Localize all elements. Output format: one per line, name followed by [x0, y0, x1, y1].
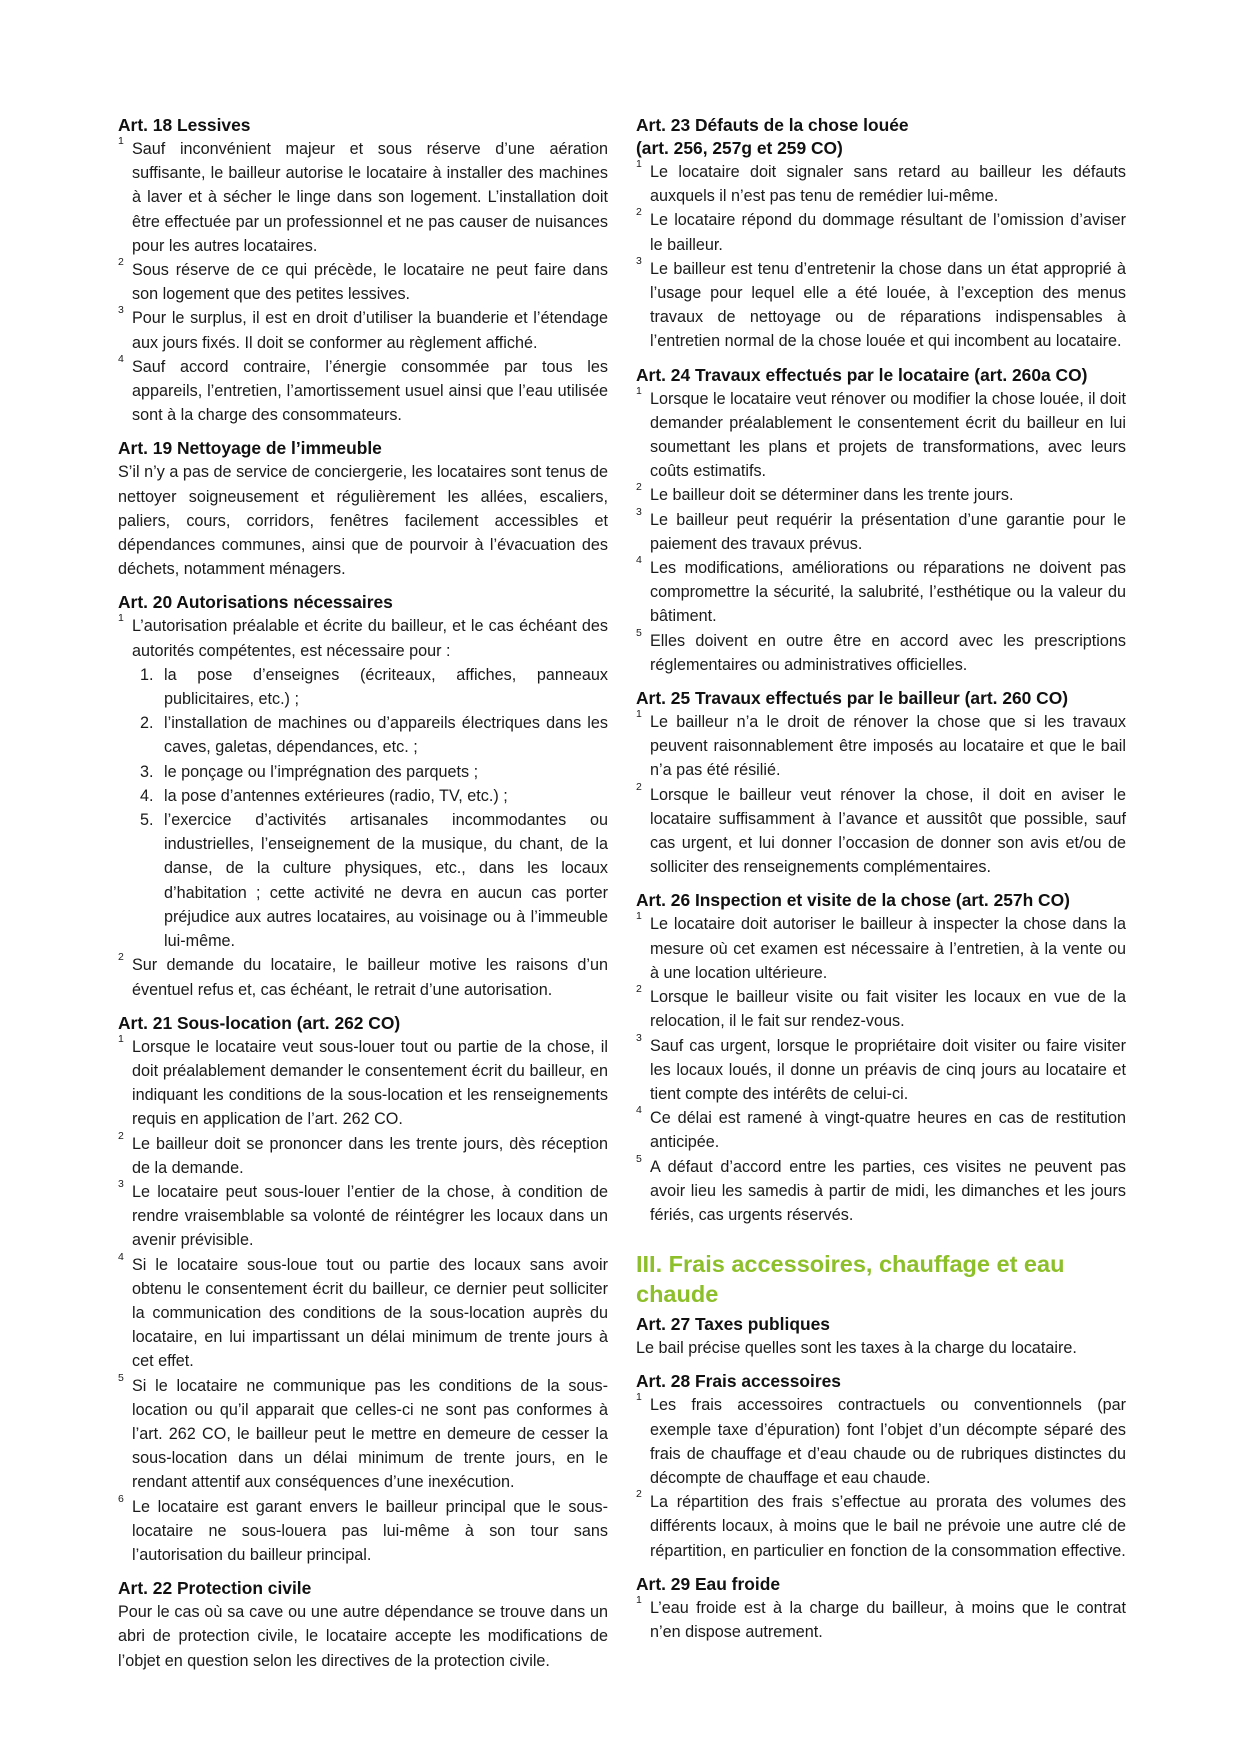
paragraph-text: Le locataire doit autoriser le bailleur à inspecter la chose dans la mesure où cet examen est nécessaire à l’entretien, à la vente ou à une location ultérieure.: [650, 915, 1126, 982]
list-item-number: 3.: [140, 762, 154, 781]
paragraph-text: Le locataire doit signaler sans retard au bailleur les défauts auxquels il n’est pas tenu de remédier lui-même.: [650, 163, 1126, 206]
paragraph-number: 5: [636, 1152, 642, 1165]
paragraph: [118, 1492, 608, 1568]
paragraph-text: Sauf cas urgent, lorsque le propriétaire doit visiter ou faire visiter les locaux loués, il donne un préavis de cinq jours au locataire et tient compte des intérêts de celui-ci.: [650, 1036, 1126, 1103]
paragraph-number: 3: [118, 1177, 124, 1190]
paragraph: [636, 985, 1126, 1033]
paragraph-number: 1: [636, 708, 642, 721]
paragraph-number: 2: [636, 780, 642, 793]
article-title: Art. 25 Travaux effectués par le bailleur (art. 260 CO): [636, 688, 1069, 709]
authorization-list: [118, 663, 608, 953]
paragraph-text: Les frais accessoires contractuels ou conventionnels (par exemple taxe d’épuration) font l’objet d’un décompte séparé des frais de chauffage et d’eau chaude ou de rubriques distinctes du décompte de chauffage et eau chaude.: [650, 1396, 1126, 1487]
list-item: [140, 784, 608, 808]
paragraph: [118, 1032, 608, 1132]
paragraph-text: Le bailleur peut requérir la présentation d’une garantie pour le paiement des travaux prévus.: [650, 510, 1126, 553]
list-item: [140, 711, 608, 759]
paragraph: [636, 208, 1126, 256]
left-column: [118, 114, 608, 1683]
paragraph-text: Le locataire peut sous-louer l’entier de la chose, à condition de rendre vraisemblable sa volonté de réintégrer les locaux dans un avenir prévisible.: [132, 1182, 608, 1250]
paragraph-number: 1: [118, 1032, 124, 1045]
article-title: Art. 20 Autorisations nécessaires: [118, 592, 393, 613]
paragraph: [636, 912, 1126, 985]
paragraph-text: Lorsque le bailleur visite ou fait visiter les locaux en vue de la relocation, il le fait sur rendez-vous.: [650, 988, 1126, 1031]
paragraph-text: Le bailleur doit se prononcer dans les trente jours, dès réception de la demande.: [132, 1134, 608, 1177]
paragraph: [636, 556, 1126, 629]
paragraph: [636, 626, 1126, 677]
paragraph-text: Le locataire répond du dommage résultant de l’omission d’aviser le bailleur.: [650, 211, 1126, 254]
list-item-text: la pose d’antennes extérieures (radio, TV, etc.) ;: [164, 786, 508, 805]
section-heading: III. Frais accessoires, chauffage et eau chaude: [636, 1251, 1065, 1308]
article-26: [636, 889, 1126, 1227]
paragraph-text: Sauf accord contraire, l’énergie consommée par tous les appareils, l’entretien, l’amortissement usuel ainsi que l’eau utilisée sont à la charge des consommateurs.: [132, 357, 608, 425]
article-28: [636, 1370, 1126, 1562]
article-title: Art. 24 Travaux effectués par le locataire (art. 260a CO): [636, 364, 1088, 385]
paragraph-text: Les modifications, améliorations ou réparations ne doivent pas compromettre la sécurité, la salubrité, l’esthétique ou la valeur du bâtiment.: [650, 559, 1126, 626]
article-title-subline: (art. 256, 257g et 259 CO): [636, 138, 843, 158]
article-text: Pour le cas où sa cave ou une autre dépendance se trouve dans un abri de protection civile, le locataire accepte les modifications de l’objet en question selon les directives de la protection civile.: [118, 1603, 608, 1670]
article-19: [118, 437, 608, 581]
article-29: [636, 1573, 1126, 1644]
article-title: Art. 27 Taxes publiques: [636, 1314, 830, 1335]
list-item-number: 5.: [140, 811, 154, 830]
paragraph-number: 3: [636, 254, 642, 267]
paragraph-text: Lorsque le bailleur veut rénover la chose, il doit en aviser le locataire suffisamment à l’avance et aussitôt que possible, sauf cas urgent, et lui donner l’occasion de donner son avis et/ou de solliciter des renseignements complémentaires.: [650, 785, 1126, 877]
article-text: Le bail précise quelles sont les taxes à la charge du locataire.: [636, 1339, 1077, 1358]
article-20: [118, 591, 608, 1001]
article-title: Art. 19 Nettoyage de l’immeuble: [118, 438, 382, 459]
paragraph-number: 6: [118, 1492, 124, 1505]
list-item-text: le ponçage ou l’imprégnation des parquets ;: [164, 762, 479, 781]
paragraph-number: 2: [636, 206, 642, 219]
paragraph-text: Le bailleur doit se déterminer dans les trente jours.: [650, 486, 1014, 505]
paragraph: [636, 1593, 1126, 1644]
paragraph: [636, 160, 1126, 208]
paragraph-text: Sur demande du locataire, le bailleur motive les raisons d’un éventuel refus et, cas échéant, le retrait d’une autorisation.: [132, 956, 608, 999]
paragraph-number: 2: [118, 1129, 124, 1142]
paragraph: [636, 505, 1126, 556]
article-title: Art. 26 Inspection et visite de la chose (art. 257h CO): [636, 890, 1070, 911]
article-22: [118, 1577, 608, 1673]
list-item-number: 2.: [140, 714, 154, 733]
paragraph-text: Le bailleur n’a le droit de rénover la chose que si les travaux peuvent raisonnablement être imposés au locataire et que le bail n’a pas été résilié.: [650, 713, 1126, 780]
paragraph-text: A défaut d’accord entre les parties, ces visites ne peuvent pas avoir lieu les samedis à partir de midi, les dimanches et les jours fériés, cas urgents réservés.: [650, 1157, 1126, 1224]
paragraph-number: 1: [636, 910, 642, 923]
paragraph: [636, 254, 1126, 354]
paragraph-text: Lorsque le locataire veut sous-louer tout ou partie de la chose, il doit préalablement demander le consentement écrit du bailleur, en indiquant les conditions de la sous-location et les renseignements requis en application de l’art. 262 CO.: [132, 1037, 608, 1129]
paragraph-number: 4: [118, 352, 124, 365]
paragraph-number: 2: [636, 481, 642, 494]
paragraph-text: Le bailleur est tenu d’entretenir la chose dans un état approprié à l’usage pour lequel elle a été louée, à l’exception des menus travaux de nettoyage ou de réparations indispensables à l’entretien normal de la chose louée et qui incombent au locataire.: [650, 259, 1126, 351]
paragraph-number: 3: [636, 1031, 642, 1044]
paragraph-text: L’eau froide est à la charge du bailleur, à moins que le contrat n’en dispose autrement.: [650, 1598, 1126, 1641]
list-item: [140, 663, 608, 711]
paragraph-text: La répartition des frais s’effectue au prorata des volumes des différents locaux, à moins que le bail ne prévoie une autre clé de répartition, en particulier en fonction de la consommation effective.: [650, 1493, 1126, 1560]
paragraph: [118, 614, 608, 662]
paragraph-number: 5: [636, 626, 642, 639]
paragraph-number: 4: [636, 1104, 642, 1117]
paragraph-text: Sous réserve de ce qui précède, le locataire ne peut faire dans son logement que des petites lessives.: [132, 261, 608, 304]
paragraph: [636, 1152, 1126, 1228]
list-item: [140, 808, 608, 953]
paragraph-number: 3: [636, 505, 642, 518]
paragraph: [118, 1250, 608, 1374]
paragraph-number: 3: [118, 304, 124, 317]
paragraph-text: Si le locataire sous-loue tout ou partie des locaux sans avoir obtenu le consentement écrit du bailleur, ce dernier peut solliciter la communication des conditions de la sous-location auprès du locataire, en lui impartissant un délai minimum de trente jours à cet effet.: [132, 1255, 608, 1371]
article-18: [118, 114, 608, 427]
article-title: Art. 23 Défauts de la chose louée: [636, 115, 909, 135]
list-item: [140, 760, 608, 784]
article-25: [636, 687, 1126, 879]
paragraph-text: Elles doivent en outre être en accord avec les prescriptions réglementaires ou administratives officielles.: [650, 631, 1126, 674]
list-item-number: 1.: [140, 665, 154, 684]
list-item-text: la pose d’enseignes (écriteaux, affiches, panneaux publicitaires, etc.) ;: [164, 665, 608, 709]
paragraph: [636, 780, 1126, 880]
article-23: [636, 114, 1126, 354]
list-item-text: l’exercice d’activités artisanales incommodantes ou industrielles, l’enseignement de la musique, du chant, de la danse, de la culture physiques, etc., dans les locaux d’habitation ; cette activité ne devra en aucun cas porter préjudice aux autres locataires, au voisinage ou à l’immeuble lui-même.: [164, 811, 608, 951]
paragraph-number: 1: [636, 384, 642, 397]
paragraph-number: 1: [118, 135, 124, 147]
article-title: Art. 29 Eau froide: [636, 1573, 780, 1594]
paragraph-text: Lorsque le locataire veut rénover ou modifier la chose louée, il doit demander préalablement le consentement écrit du bailleur en lui soumettant les plans et projets de transformations, avec leurs coûts estimatifs.: [650, 389, 1127, 481]
paragraph-text: Si le locataire ne communique pas les conditions de la sous-location ou qu’il apparait que celles-ci ne sont pas conformes à l’art. 262 CO, le bailleur peut le mettre en demeure de cesser la sous-location dans un délai minimum de trente jours, en le rendant attentif aux conséquences d’une inexécution.: [132, 1376, 608, 1492]
paragraph: [636, 1031, 1126, 1107]
paragraph: [118, 953, 608, 1001]
right-column: [636, 114, 1126, 1654]
paragraph: [118, 137, 608, 258]
paragraph: [636, 483, 1126, 507]
article-21: [118, 1012, 608, 1567]
paragraph: [118, 352, 608, 428]
paragraph: [636, 1490, 1126, 1563]
paragraph-number: 2: [118, 256, 124, 269]
paragraph: [118, 1129, 608, 1180]
paragraph: [636, 710, 1126, 783]
paragraph-text: Ce délai est ramené à vingt-quatre heures en cas de restitution anticipée.: [650, 1109, 1126, 1152]
article-title: Art. 28 Frais accessoires: [636, 1371, 841, 1392]
paragraph: [118, 1177, 608, 1253]
paragraph-number: 2: [636, 1488, 642, 1501]
article-27: [636, 1313, 1126, 1360]
paragraph-number: 1: [636, 1391, 642, 1404]
paragraph-number: 4: [636, 554, 642, 567]
article-24: [636, 364, 1126, 677]
list-item-text: l’installation de machines ou d’appareils électriques dans les caves, galetas, dépendances, etc. ;: [164, 714, 608, 757]
paragraph-number: 5: [118, 1371, 124, 1384]
article-title: Art. 18 Lessives: [118, 115, 251, 135]
paragraph: [118, 306, 608, 354]
paragraph-number: 1: [636, 158, 642, 170]
paragraph: [636, 1393, 1126, 1490]
paragraph: [636, 384, 1127, 484]
paragraph-text: Sauf inconvénient majeur et sous réserve d’une aération suffisante, le bailleur autorise le locataire à installer des machines à laver et à sécher le linge dans son logement. L’installation doit être effectuée par un professionnel et ne pas causer de nuisances pour les autres locataires.: [132, 140, 608, 255]
paragraph: [118, 1371, 608, 1495]
paragraph-number: 4: [118, 1250, 124, 1263]
paragraph-number: 1: [636, 1593, 642, 1606]
article-text: S’il n’y a pas de service de conciergerie, les locataires sont tenus de nettoyer soigneusement et régulièrement les allées, escaliers, paliers, cours, corridors, fenêtres facilement accessibles et dépendances communes, ainsi que de pourvoir à l’évacuation des déchets, notamment ménagers.: [118, 463, 608, 579]
list-item-number: 4.: [140, 786, 154, 805]
paragraph: [118, 258, 608, 306]
paragraph-number: 2: [636, 983, 642, 996]
paragraph-number: 1: [118, 612, 124, 625]
article-title: Art. 22 Protection civile: [118, 1578, 312, 1599]
article-title: Art. 21 Sous-location (art. 262 CO): [118, 1012, 401, 1033]
paragraph-text: Le locataire est garant envers le bailleur principal que le sous-locataire ne sous-louera pas lui-même à son tour sans l’autorisation du bailleur principal.: [132, 1497, 608, 1564]
paragraph-text: L’autorisation préalable et écrite du bailleur, et le cas échéant des autorités compétentes, est nécessaire pour :: [132, 617, 608, 660]
paragraph: [636, 1106, 1126, 1154]
paragraph-number: 2: [118, 951, 124, 964]
paragraph-text: Pour le surplus, il est en droit d’utiliser la buanderie et l’étendage aux jours fixés. Il doit se conformer au règlement affiché.: [132, 309, 608, 352]
